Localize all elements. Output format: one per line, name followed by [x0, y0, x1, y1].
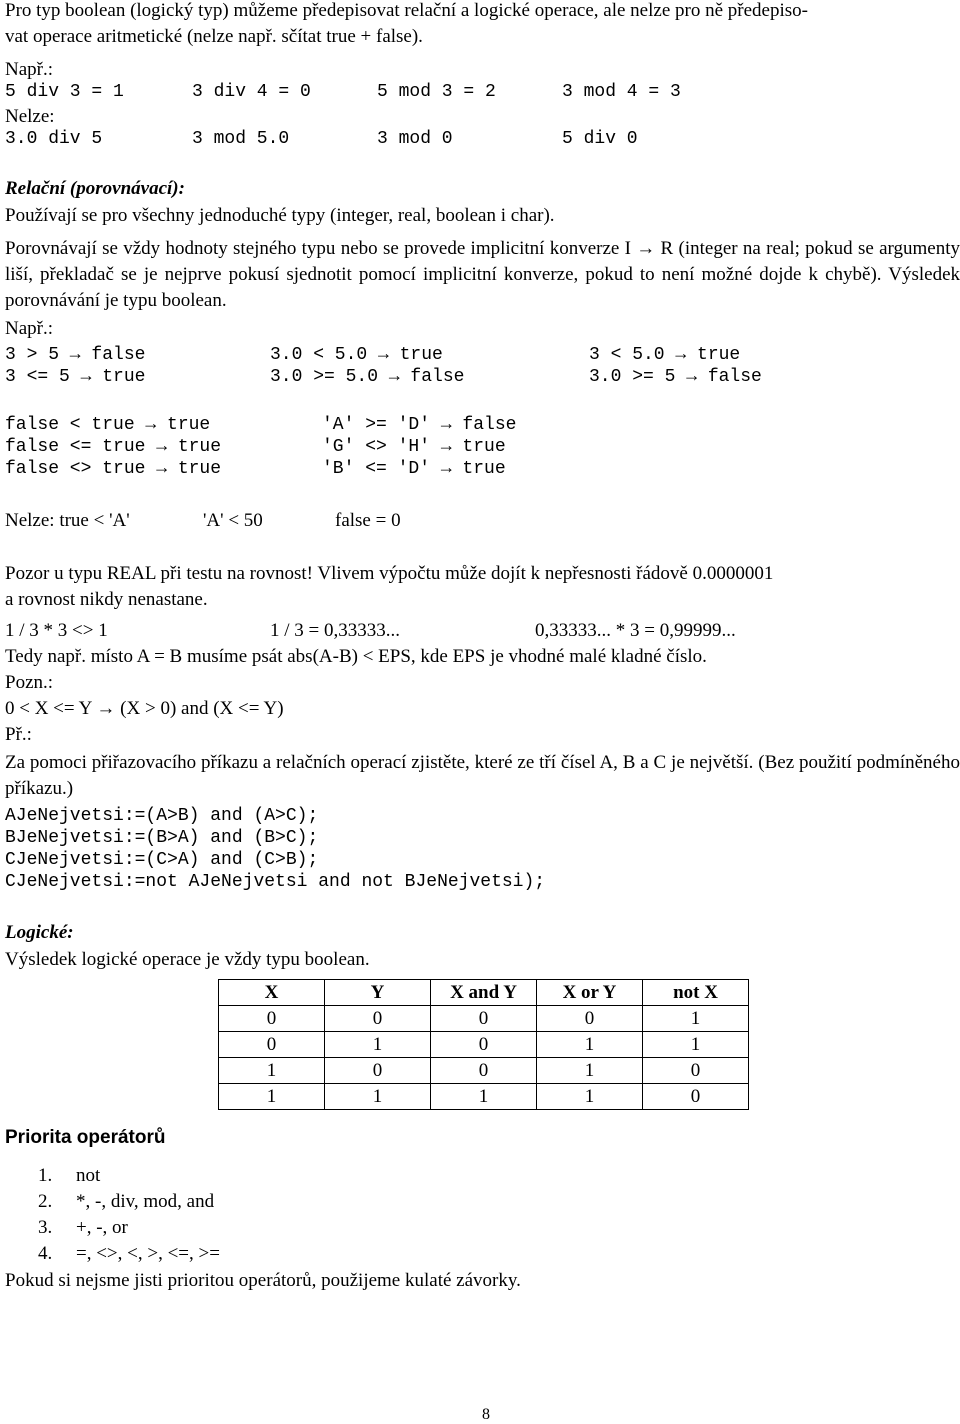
relacni-example: 3.0 >= 5 → false	[589, 367, 762, 387]
list-item-text: not	[76, 1165, 101, 1186]
code-line: CJeNejvetsi:=(C>A) and (C>B);	[5, 850, 319, 870]
table-cell: 0	[325, 1058, 431, 1084]
relacni-nelze: false = 0	[335, 510, 401, 531]
char-compare: 'G' <> 'H' → true	[322, 437, 506, 457]
list-item-text: =, <>, <, >, <=, >=	[76, 1243, 220, 1264]
table-row	[219, 1058, 749, 1084]
table-cell: 1	[219, 1058, 325, 1084]
table-cell: 0	[431, 1006, 537, 1032]
table-cell: 1	[325, 1084, 431, 1110]
table-cell: 1	[537, 1084, 643, 1110]
priorita-footer: Pokud si nejsme jisti prioritou operátorů, použijeme kulaté závorky.	[5, 1270, 521, 1291]
relacni-paragraph: Porovnávají se vždy hodnoty stejného typu nebo se provede implicitní konverze I → R (integer na real; pokud se argumenty liší, překladač se je nejprve pokusí sjednotit pomocí implicitní konverze, pokud to není možné dojde k chybě). Výsledek porovnávání je typu boolean.	[5, 238, 960, 311]
list-item	[5, 1215, 220, 1241]
real-example: 0,33333... * 3 = 0,99999...	[535, 620, 736, 641]
relacni-example: 3 > 5 → false	[5, 345, 146, 365]
relacni-example: 3 <= 5 → true	[5, 367, 146, 387]
bool-compare: false <> true → true	[5, 459, 222, 479]
list-item-number: 1.	[38, 1165, 53, 1186]
table-cell: 1	[431, 1084, 537, 1110]
table-cell: 0	[219, 1006, 325, 1032]
intro-nelze-example: 3 mod 5.0	[192, 129, 290, 149]
truth-table-header-cell: not X	[643, 980, 749, 1006]
tedy-line: Tedy např. místo A = B musíme psát abs(A-B) < EPS, kde EPS je vhodné malé kladné číslo.	[5, 646, 707, 667]
list-item	[5, 1189, 220, 1215]
truth-table-header-cell: Y	[325, 980, 431, 1006]
intro-napr-label: Např.:	[5, 59, 54, 80]
logicke-heading: Logické:	[5, 922, 74, 943]
table-row	[219, 1084, 749, 1110]
pr-label: Př.:	[5, 724, 32, 745]
code-line: CJeNejvetsi:=not AJeNejvetsi and not BJeNejvetsi);	[5, 872, 546, 892]
priorita-heading: Priorita operátorů	[5, 1127, 166, 1148]
table-cell: 1	[643, 1006, 749, 1032]
truth-table-header-cell: X and Y	[431, 980, 537, 1006]
relacni-example: 3 < 5.0 → true	[589, 345, 741, 365]
truth-table-header	[219, 980, 749, 1006]
bool-compare: false < true → true	[5, 415, 211, 435]
intro-line-1: Pro typ boolean (logický typ) můžeme předepisovat relační a logické operace, ale nelze pro ně předepiso-	[5, 0, 808, 21]
code-line: BJeNejvetsi:=(B>A) and (B>C);	[5, 828, 319, 848]
intro-example: 5 div 3 = 1	[5, 82, 124, 102]
intro-nelze-example: 3 mod 0	[377, 129, 453, 149]
table-cell: 0	[431, 1058, 537, 1084]
pr-text: Za pomoci přiřazovacího příkazu a relačních operací zjistěte, které ze tří čísel A, B a C je největší. (Bez použití podmíněného příkazu.)	[5, 752, 960, 799]
table-cell: 1	[537, 1032, 643, 1058]
real-example: 1 / 3 * 3 <> 1	[5, 620, 108, 641]
relacni-napr-label: Např.:	[5, 318, 54, 339]
relacni-nelze: 'A' < 50	[203, 510, 263, 531]
char-compare: 'B' <= 'D' → true	[322, 459, 506, 479]
table-cell: 1	[325, 1032, 431, 1058]
page-number: 8	[482, 1406, 490, 1423]
relacni-nelze: Nelze: true < 'A'	[5, 510, 130, 531]
truth-table-header-cell: X	[219, 980, 325, 1006]
table-cell: 0	[325, 1006, 431, 1032]
logicke-line-1: Výsledek logické operace je vždy typu boolean.	[5, 949, 370, 970]
code-line: AJeNejvetsi:=(A>B) and (A>C);	[5, 806, 319, 826]
table-row	[219, 1006, 749, 1032]
truth-table-header-cell: X or Y	[537, 980, 643, 1006]
list-item	[5, 1163, 220, 1189]
table-row	[219, 1032, 749, 1058]
relacni-heading: Relační (porovnávací):	[5, 178, 185, 199]
pozor-line-2: a rovnost nikdy nenastane.	[5, 589, 208, 610]
list-item-number: 3.	[38, 1217, 53, 1238]
pozor-line-1: Pozor u typu REAL při testu na rovnost! Vlivem výpočtu může dojít k nepřesnosti řádově 0.0000001	[5, 563, 774, 584]
intro-nelze-example: 5 div 0	[562, 129, 638, 149]
intro-example: 3 mod 4 = 3	[562, 82, 681, 102]
list-item-text: +, -, or	[76, 1217, 128, 1238]
intro-example: 5 mod 3 = 2	[377, 82, 496, 102]
table-cell: 1	[537, 1058, 643, 1084]
table-cell: 0	[431, 1032, 537, 1058]
intro-example: 3 div 4 = 0	[192, 82, 311, 102]
table-cell: 1	[643, 1032, 749, 1058]
list-item-number: 2.	[38, 1191, 53, 1212]
list-item-number: 4.	[38, 1243, 53, 1264]
intro-nelze-example: 3.0 div 5	[5, 129, 103, 149]
table-cell: 0	[537, 1006, 643, 1032]
table-cell: 0	[643, 1084, 749, 1110]
bool-compare: false <= true → true	[5, 437, 222, 457]
pozn-text: 0 < X <= Y → (X > 0) and (X <= Y)	[5, 698, 284, 719]
table-cell: 1	[219, 1084, 325, 1110]
intro-nelze-label: Nelze:	[5, 106, 55, 127]
relacni-example: 3.0 >= 5.0 → false	[270, 367, 465, 387]
char-compare: 'A' >= 'D' → false	[322, 415, 517, 435]
table-cell: 0	[219, 1032, 325, 1058]
truth-table	[218, 979, 749, 1110]
table-cell: 0	[643, 1058, 749, 1084]
relacni-example: 3.0 < 5.0 → true	[270, 345, 443, 365]
intro-line-2: vat operace aritmetické (nelze např. sčítat true + false).	[5, 26, 423, 47]
list-item-text: *, -, div, mod, and	[76, 1191, 215, 1212]
list-item	[5, 1241, 220, 1267]
real-example: 1 / 3 = 0,33333...	[270, 620, 400, 641]
pozn-label: Pozn.:	[5, 672, 54, 693]
priorita-list	[5, 1163, 220, 1267]
relacni-line-1: Používají se pro všechny jednoduché typy (integer, real, boolean i char).	[5, 205, 555, 226]
